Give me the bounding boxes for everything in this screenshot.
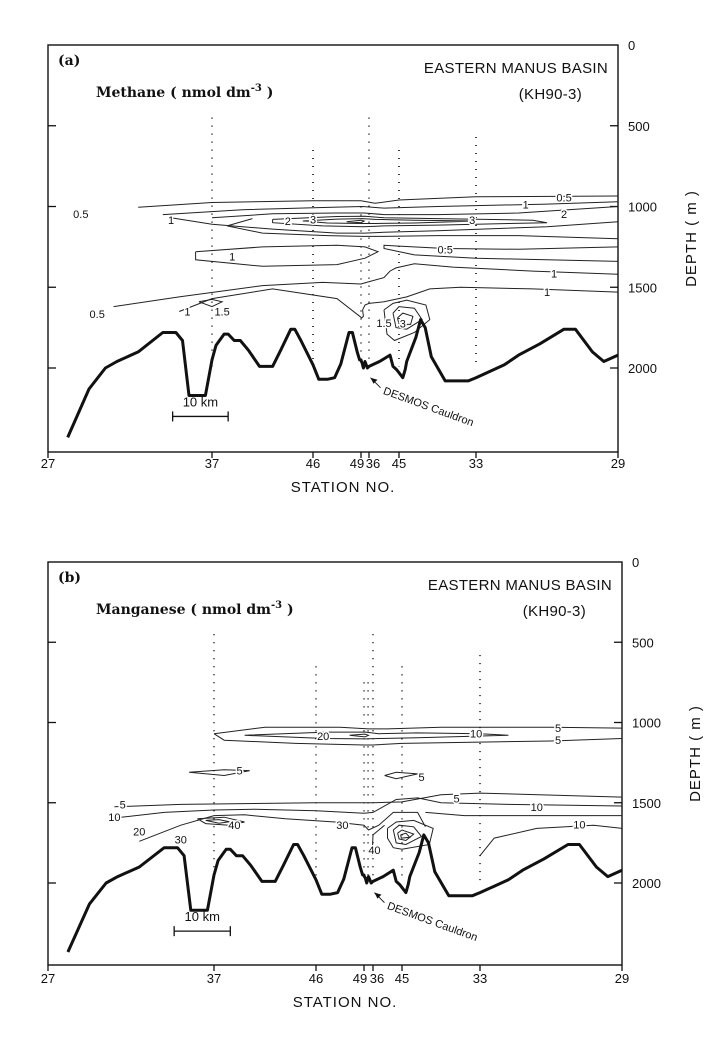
contour-label: 1.5 xyxy=(376,317,392,330)
y-tick-label: 2000 xyxy=(632,876,661,891)
contour-label: 1 xyxy=(551,268,558,281)
feature-arrow-head xyxy=(374,893,381,899)
contour-label: 2 xyxy=(560,208,568,221)
contour-line xyxy=(163,199,618,215)
contour-line xyxy=(350,734,369,737)
contour-label: 0.5 xyxy=(73,208,89,221)
seafloor-profile xyxy=(68,317,618,438)
contour-line xyxy=(385,772,418,778)
contour-label: 0.5 xyxy=(437,244,453,257)
contour-label: 40 xyxy=(368,845,381,858)
y-tick-label: 1500 xyxy=(632,795,661,811)
contour-label: 5 xyxy=(555,723,562,736)
contour-line xyxy=(401,833,410,838)
x-tick-label: 49 xyxy=(349,456,365,471)
contour-label: 10 xyxy=(469,728,483,741)
contour-label: 5 xyxy=(418,772,425,785)
contour-label: 5 xyxy=(119,799,126,812)
x-tick-label: 29 xyxy=(610,456,626,471)
contour-line xyxy=(480,825,622,856)
x-tick-label: 45 xyxy=(391,456,407,471)
contour-label: 30 xyxy=(336,820,349,833)
feature-label: DESMOS Cauldron xyxy=(385,900,480,945)
parameter-label: Methane ( nmol $dm^{-3}$ ) xyxy=(96,83,274,101)
seafloor-profile xyxy=(68,835,622,952)
contour-label: 1 xyxy=(229,251,236,264)
contour-label: 0.5 xyxy=(556,192,572,205)
y-tick-label: 1000 xyxy=(632,715,661,731)
contour-label: 0.5 xyxy=(89,308,105,321)
contour-label: 2 xyxy=(284,216,291,229)
chart-panel-b xyxy=(41,555,704,1011)
parameter-exponent: -3 xyxy=(250,83,262,94)
x-axis-title: STATION NO. xyxy=(290,479,396,496)
contour-label: 1.5 xyxy=(214,306,230,319)
contour-line xyxy=(196,245,378,266)
contour-line xyxy=(303,219,476,224)
contour-label: 3 xyxy=(309,214,317,227)
contour-label: 1 xyxy=(522,199,529,212)
contour-label: 20 xyxy=(317,731,330,744)
scale-bar-label: 10 km xyxy=(182,394,219,410)
panel-label: (b) xyxy=(58,570,82,586)
contour-label: 40 xyxy=(228,820,241,833)
x-tick-label: 37 xyxy=(204,456,220,471)
feature-arrow-head xyxy=(371,378,378,384)
y-tick-label: 0 xyxy=(628,38,636,53)
cruise-label: (KH90-3) xyxy=(522,603,586,620)
contour-label: 1 xyxy=(167,215,175,228)
contour-label: 3 xyxy=(469,215,476,228)
y-tick-label: 1000 xyxy=(628,199,657,215)
y-axis-title: DEPTH ( m ) xyxy=(687,705,704,802)
x-tick-label: 49 xyxy=(352,971,368,986)
x-tick-label: 46 xyxy=(308,971,324,986)
y-tick-label: 1500 xyxy=(628,280,657,296)
x-tick-label: 27 xyxy=(40,456,56,471)
x-tick-label: 29 xyxy=(614,971,630,986)
contour-label: 3 xyxy=(399,318,406,331)
y-tick-label: 2000 xyxy=(628,361,657,376)
x-tick-label: 36 xyxy=(369,971,385,986)
parameter-close: ) xyxy=(282,602,294,618)
panel-label: (a) xyxy=(58,53,81,69)
contour-line xyxy=(212,207,618,218)
contour-line xyxy=(425,812,622,815)
contour-label: 5 xyxy=(236,765,243,778)
parameter-close: ) xyxy=(261,85,274,101)
contour-label: 5 xyxy=(555,735,562,748)
chart-title: EASTERN MANUS BASIN xyxy=(427,577,612,594)
contour-label: 10 xyxy=(530,801,543,814)
contour-line xyxy=(245,732,509,739)
x-tick-label: 33 xyxy=(472,971,488,986)
contour-line xyxy=(206,820,230,824)
contour-label: 1 xyxy=(184,306,191,319)
contour-line xyxy=(398,830,414,841)
contour-line xyxy=(114,264,618,307)
cruise-label: (KH90-3) xyxy=(518,86,582,103)
contour-line xyxy=(138,196,618,207)
contour-label: 1 xyxy=(543,287,551,300)
x-axis-title: STATION NO. xyxy=(292,994,398,1011)
contour-label: 30 xyxy=(174,834,187,847)
chart-title: EASTERN MANUS BASIN xyxy=(423,60,608,77)
chart-panel-a xyxy=(41,38,700,496)
y-tick-label: 0 xyxy=(632,555,640,570)
contour-label: 20 xyxy=(133,826,146,839)
y-tick-label: 500 xyxy=(632,635,654,651)
feature-label: DESMOS Cauldron xyxy=(381,385,476,430)
x-tick-label: 36 xyxy=(365,456,381,471)
contour-line xyxy=(114,798,622,818)
y-tick-label: 500 xyxy=(628,118,650,134)
plot-frame xyxy=(48,562,622,965)
y-axis-title: DEPTH ( m ) xyxy=(683,190,700,287)
contour-line xyxy=(347,220,365,223)
contour-line xyxy=(384,245,618,261)
x-tick-label: 27 xyxy=(40,971,56,986)
contour-label: 10 xyxy=(573,819,586,832)
contour-label: 10 xyxy=(108,812,121,825)
x-tick-label: 45 xyxy=(394,971,410,986)
parameter-exponent: -3 xyxy=(270,600,283,611)
scale-bar-label: 10 km xyxy=(184,909,220,925)
x-tick-label: 33 xyxy=(468,456,484,471)
contour-label: 5 xyxy=(453,793,460,806)
x-tick-label: 46 xyxy=(305,456,321,471)
parameter-label: Manganese ( nmol $dm^{-3}$ ) xyxy=(96,600,294,618)
x-tick-label: 37 xyxy=(206,971,222,986)
